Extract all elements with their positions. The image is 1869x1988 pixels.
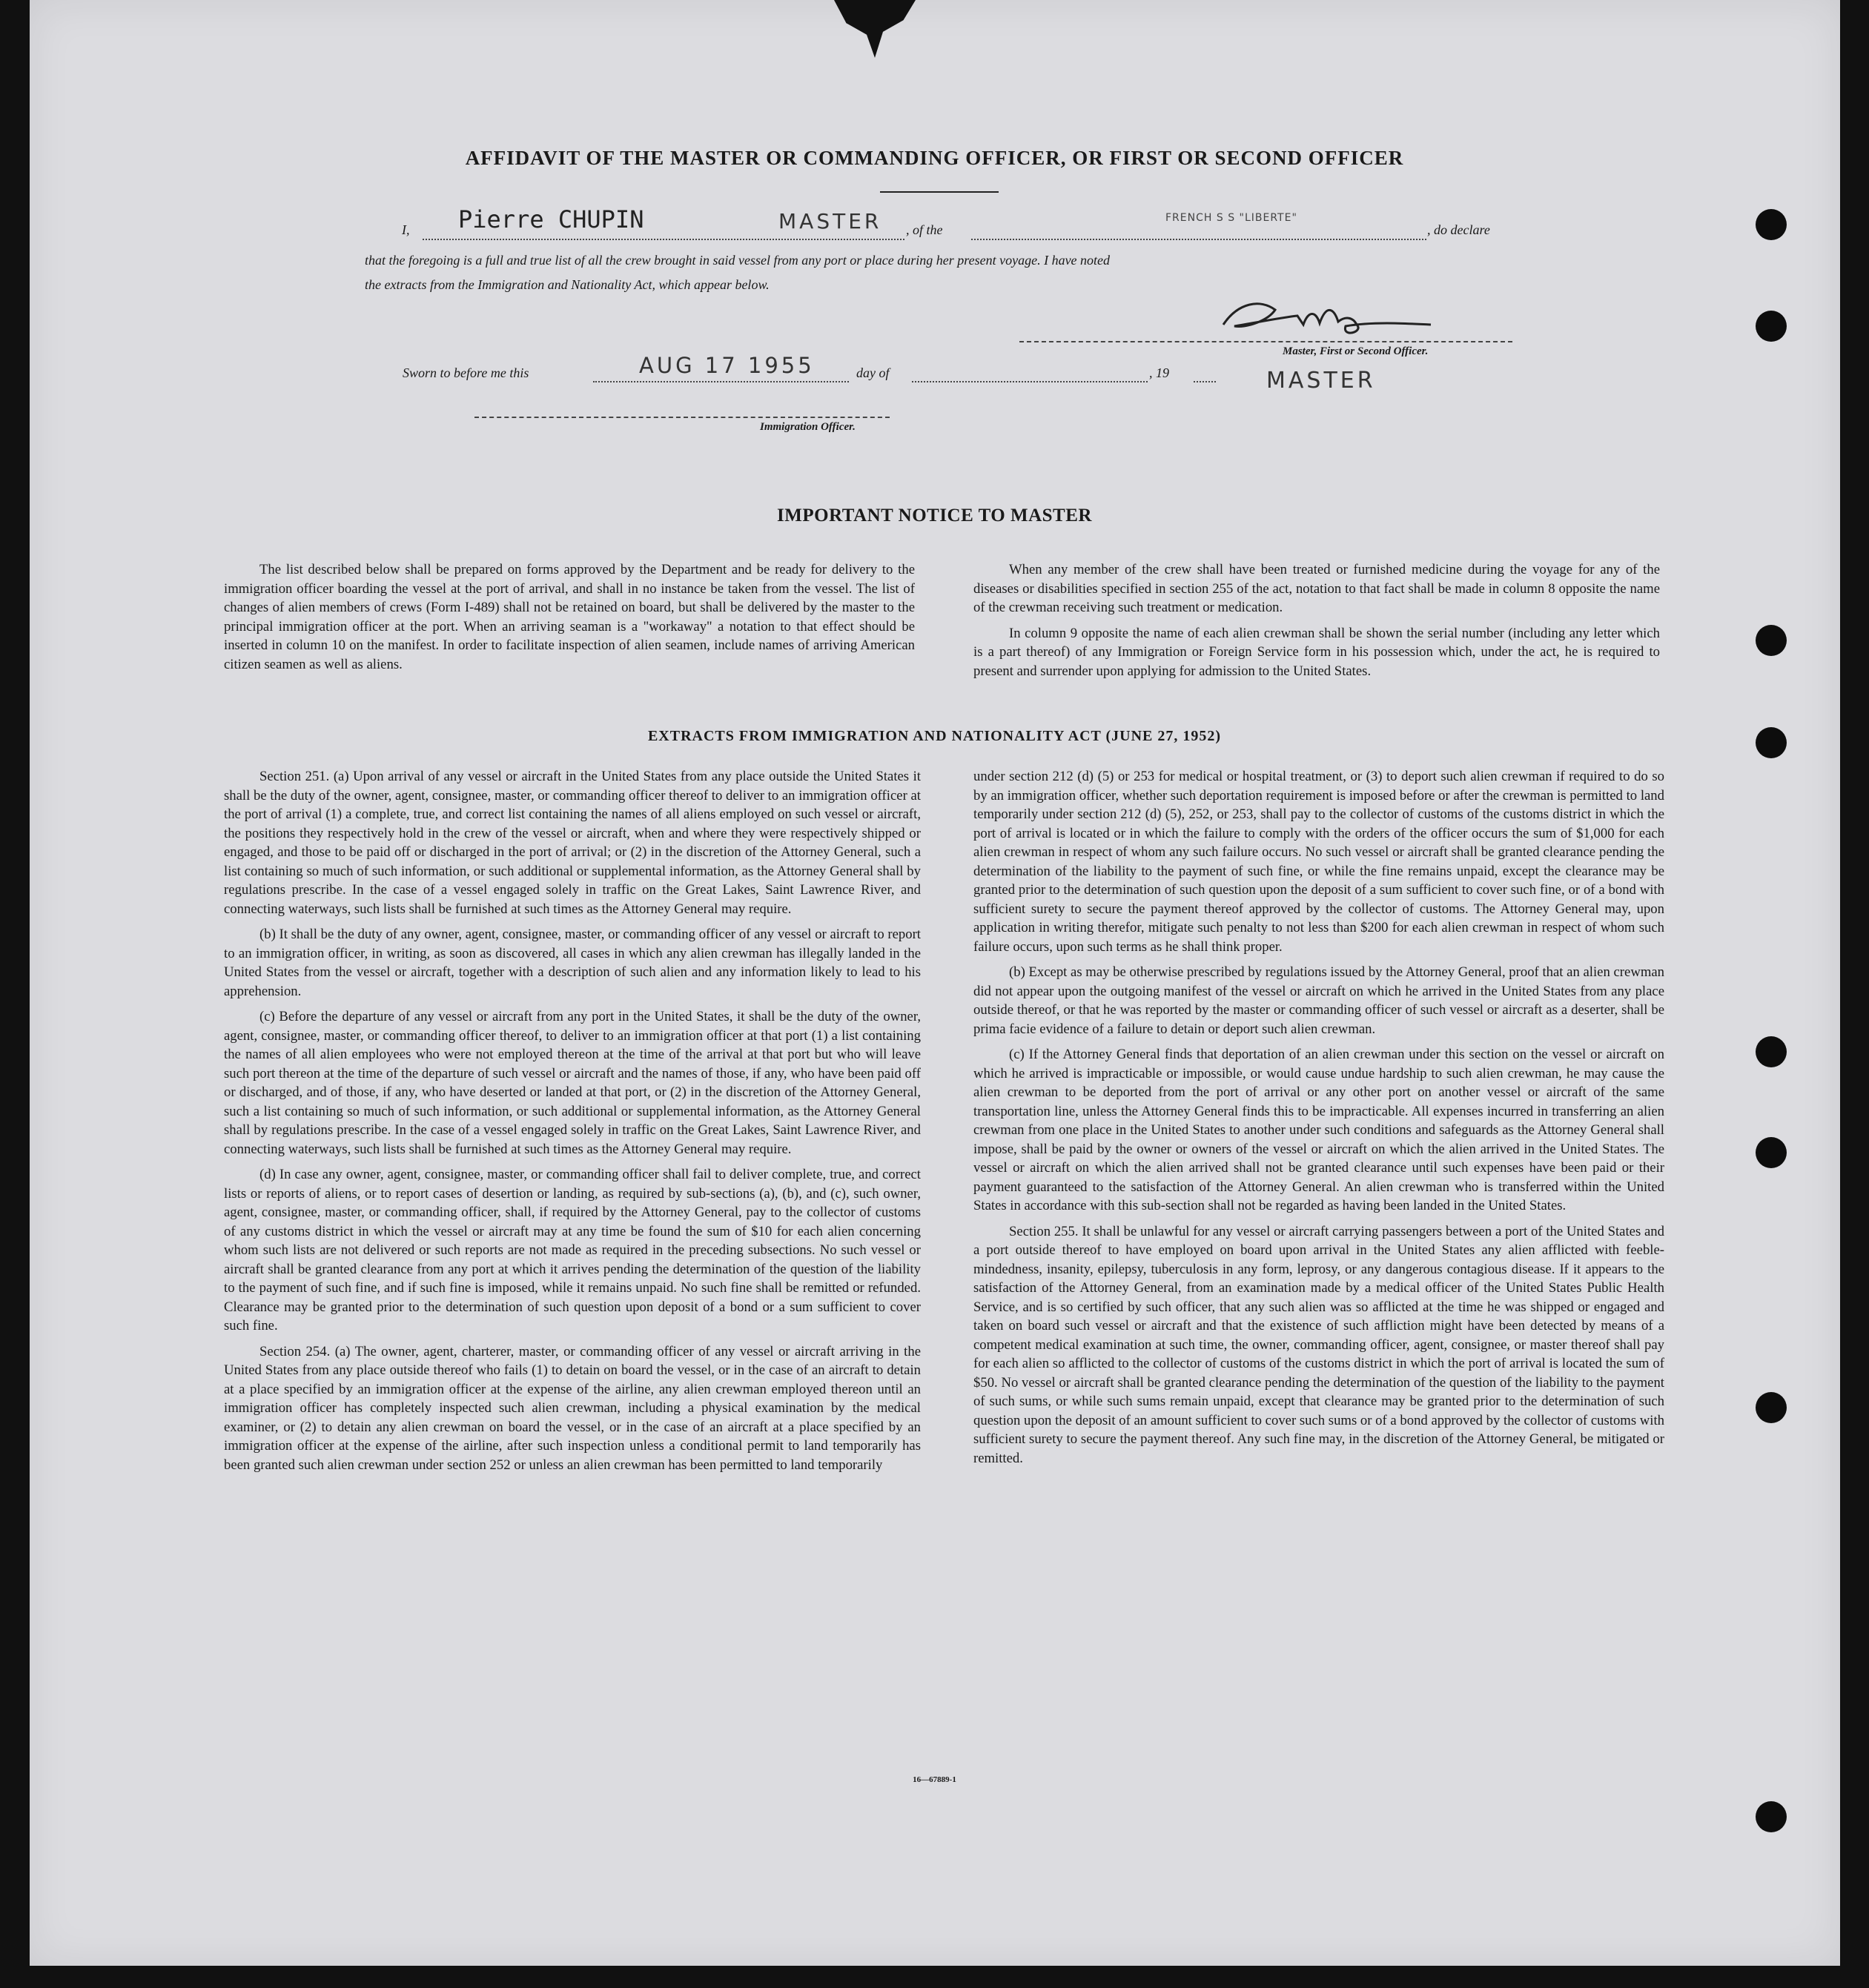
section-251d: (d) In case any owner, agent, consignee, master, or commanding officer shall fail to deliver complete, true, and correct lists or reports of aliens, or to report cases of desertion or landing, as required by sub-sections (a), (b), and (c), such owner, agent, consignee, master, or commanding officer, shall, if required by the Attorney General, pay to the collector of customs of any customs district in which the vessel or aircraft may at any time be found the sum of $10 for each alien concerning whom such lists are not delivered or such reports are not made as required in the preceding subsections. No such vessel or aircraft shall be granted clearance from any port at which it arrives pending the determination of the question of the liability to the payment of such fine, and if such fine is imposed, while it remains unpaid. No such fine shall be remitted or refunded. Clearance may be granted prior to the determination of such question upon deposit of a bond or a sum sufficient to cover such fine. xyxy=(224,1167,921,1333)
year-line xyxy=(1194,381,1216,382)
punch-hole xyxy=(1756,311,1787,342)
year-prefix: , 19 xyxy=(1149,365,1169,380)
section-254b: (b) Except as may be otherwise prescribed by regulations issued by the Attorney General, proof that an alien crewman did not appear upon the outgoing manifest of the vessel or aircraft on which he arrived in the United States from any place outside thereof, or that he was reported by the master or commanding officer of such vessel or aircraft as a deserter, shall be prima facie evidence of a failure to detain or deport such alien crewman. xyxy=(973,964,1664,1037)
title-divider xyxy=(880,191,999,193)
vessel-line xyxy=(971,239,1426,240)
notice-title: IMPORTANT NOTICE TO MASTER xyxy=(777,506,1092,526)
sworn-date-stamp: AUG 17 1955 xyxy=(639,353,815,378)
immigration-officer-caption: Immigration Officer. xyxy=(760,421,856,433)
notice-right-paragraph: In column 9 opposite the name of each alien crewman shall be shown the serial number (including any letter which is a part thereof) of any Immigration or Foreign Service form in his possession which, under the act, he is required to present and surrender upon applying for admission to the United States. xyxy=(973,625,1660,679)
notice-left-column xyxy=(224,560,915,680)
notice-right-paragraph: When any member of the crew shall have been treated or furnished medicine during the voyage for any of the diseases or disabilities specified in section 255 of the act, notation to that fact shall be made in column 8 opposite the name of the crewman receiving such treatment or medication. xyxy=(973,562,1660,615)
extracts-right-column xyxy=(973,767,1664,1474)
vessel-name: FRENCH S S "LIBERTE" xyxy=(1165,212,1297,224)
section-251c: (c) Before the departure of any vessel or aircraft from any port in the United States, it shall be the duty of the owner, agent, consignee, master, or commanding officer thereof, to deliver to an immigration officer at that port (1) a list containing the names of all alien employees who were not employed thereon at the time of the arrival at that port but who will leave such port thereon at the time of the departure of such vessel or aircraft and the names of those, if any, who have been paid off or discharged, and of those, if any, who have deserted or landed at that port, or (2) in the discretion of the Attorney General, such a list containing so much of such information, or such additional or supplemental information, as the Attorney General shall by regulations prescribe. In the case of a vessel engaged solely in traffic on the Great Lakes, Saint Lawrence River, and connecting waterways, such lists shall be furnished at such times as the Attorney General may require. xyxy=(224,1009,921,1157)
section-255: Section 255. It shall be unlawful for any vessel or aircraft carrying passengers between a port of the United States and a port outside thereof to have employed on board upon arrival in the United States any alien afflicted with feeble-mindedness, insanity, epilepsy, tuberculosis in any form, leprosy, or any dangerous contagious disease. If it appears to the satisfaction of the Attorney General, from an examination made by a medical officer of the United States Public Health Service, and is so certified by such officer, that any such alien was so afflicted at the time he was shipped or engaged and taken on board such vessel or aircraft and that the existence of such affliction might have been detected by means of a competent medical examination at such time, the owner, commanding officer, agent, consignee, or master thereof shall pay for each alien so afflicted to the collector of customs of the customs district in which the port of arrival is located the sum of $50. No vessel or aircraft shall be granted clearance pending the determination of the question of the liability to the payment of such sums, or while such sums remain unpaid, except that clearance may be granted prior to the determination of such question upon the deposit of an amount sufficient to cover such sums or of a bond approved by the collector of customs with sufficient surety to secure the payment thereof. Any such fine may, in the discretion of the Attorney General, be mitigated or remitted. xyxy=(973,1223,1664,1466)
i-label: I, xyxy=(402,222,410,237)
sworn-label: Sworn to before me this xyxy=(403,365,529,380)
of-the-label: , of the xyxy=(906,222,943,237)
signature-line xyxy=(1019,341,1512,342)
section-254c: (c) If the Attorney General finds that deportation of an alien crewman under this section on the vessel or aircraft on which he arrived is impracticable or impossible, or would cause undue hardship to such alien crewman, he may cause the alien crewman to be deported from the port of arrival or any other port on another vessel or aircraft of the same transportation line, unless the Attorney General finds this to be impracticable. All expenses incurred in transferring an alien crewman from one place in the United States to another under such conditions and safeguards as the Attorney General shall impose, shall be paid by the owner or owners of the vessel or aircraft on which the alien arrived in the United States. The vessel or aircraft on which the alien arrived shall not be granted clearance until such expenses have been paid or their payment guaranteed to the satisfaction of the Attorney General. An alien crewman who is transferred within the United States in accordance with this sub-section shall not be regarded as having been landed in the United States. xyxy=(973,1047,1664,1213)
extracts-left-column xyxy=(224,767,921,1481)
master-title-stamp: MASTER xyxy=(1266,368,1376,394)
punch-hole xyxy=(1756,209,1787,240)
punch-hole xyxy=(1756,1801,1787,1832)
do-declare-label: , do declare xyxy=(1427,222,1490,237)
section-251b: (b) It shall be the duty of any owner, agent, consignee, master, or commanding officer of any vessel or aircraft to report to an immigration officer, in writing, as soon as discovered, all cases in which any alien crewman has illegally landed in the United States from the vessel or aircraft, together with a description of such alien and any information likely to lead to his apprehension. xyxy=(224,927,921,999)
master-name: Pierre CHUPIN xyxy=(458,205,644,233)
day-of-label: day of xyxy=(856,365,890,380)
section-251a: Section 251. (a) Upon arrival of any vessel or aircraft in the United States from any place outside the United States it shall be the duty of the owner, agent, consignee, master, or commanding officer thereof to deliver to an immigration officer at the port of arrival (1) a complete, true, and correct list containing the names of all aliens employed on such vessel or aircraft, the positions they respectively hold in the crew of the vessel or aircraft, when and where they were respectively shipped or engaged, and those to be paid off or discharged in the port of arrival; or (2) in the discretion of the Attorney General, such a list containing so much of such information, or such additional or supplemental information, as the Attorney General shall by regulations prescribe. In the case of a vessel engaged solely in traffic on the Great Lakes, Saint Lawrence River, and connecting waterways, such lists shall be furnished at such times as the Attorney General may require. xyxy=(224,769,921,917)
rank-stamp: MASTER xyxy=(778,209,882,233)
section-254a-continued: under section 212 (d) (5) or 253 for medical or hospital treatment, or (3) to deport such alien crewman if required to do so by an immigration officer, whether such deportation requirement is imposed before or after the crewman is permitted to land temporarily under section 212 (d) (5), 252, or 253, shall pay to the collector of customs of the customs district in which the port of arrival is located or in which the failure to comply with the orders of the officer occurs the sum of $1,000 for each alien crewman in respect of whom any such failure occurs. No such vessel or aircraft shall be granted clearance pending the determination of the liability to the payment of such fine, or while the fine remains unpaid, except the clearance may be granted prior to the determination of such question upon the deposit of a sum sufficient to cover such fine, or of a bond with sufficient surety to secure the payment thereof approved by the collector of customs. The Attorney General may, upon application in writing therefor, mitigate such penalty to not less than $200 for each alien crewman in respect of whom such failure occurs, upon such terms as he shall think proper. xyxy=(973,769,1664,955)
declaration-text-line3: the extracts from the Immigration and Nationality Act, which appear below. xyxy=(365,277,770,292)
affidavit-title: AFFIDAVIT OF THE MASTER OR COMMANDING OFFICER, OR FIRST OR SECOND OFFICER xyxy=(465,147,1404,169)
month-line xyxy=(912,381,1148,382)
notice-left-paragraph: The list described below shall be prepared on forms approved by the Department and be ready for delivery to the immigration officer boarding the vessel at the port of arrival, and shall in no instance be taken from the vessel. The list of changes of alien members of crews (Form I-489) shall not be retained on board, but shall be delivered by the master to the principal immigration officer at the port. When an arriving seaman is a "workaway" a notation to that effect should be inserted in column 10 on the manifest. In order to facilitate inspection of alien seamen, include names of arriving American citizen seamen as well as aliens. xyxy=(224,562,915,672)
immigration-officer-line xyxy=(474,417,890,418)
extracts-title: EXTRACTS FROM IMMIGRATION AND NATIONALITY ACT (JUNE 27, 1952) xyxy=(647,728,1222,744)
notice-right-column xyxy=(973,560,1660,687)
name-line xyxy=(423,239,904,240)
section-254a: Section 254. (a) The owner, agent, charterer, master, or commanding officer of any vessel or aircraft arriving in the United States from any place outside thereof who fails (1) to detain on board the vessel, or in the case of an aircraft to detain at a place specified by an immigration officer at the expense of the airline, any alien crewman employed thereon until an immigration officer has completely inspected such alien crewman, including a physical examination by the medical examiner, or (2) to detain any alien crewman on board the vessel, or in the case of an aircraft at a place specified by an immigration officer at the expense of the airline, after such inspection unless a conditional permit to land temporarily has been granted such alien crewman under section 252 or unless an alien crewman has been permitted to land temporarily xyxy=(224,1343,921,1473)
sworn-day-line xyxy=(593,381,849,382)
punch-hole xyxy=(1756,1036,1787,1067)
master-signature xyxy=(1216,295,1438,339)
form-number: 16—67889-1 xyxy=(913,1775,956,1784)
punch-hole xyxy=(1756,625,1787,656)
punch-hole xyxy=(1756,1392,1787,1423)
punch-hole xyxy=(1756,1137,1787,1168)
signature-caption: Master, First or Second Officer. xyxy=(1283,345,1429,357)
declaration-text-line2: that the foregoing is a full and true list of all the crew brought in said vessel from any port or place during her present voyage. I have noted xyxy=(365,253,1111,268)
